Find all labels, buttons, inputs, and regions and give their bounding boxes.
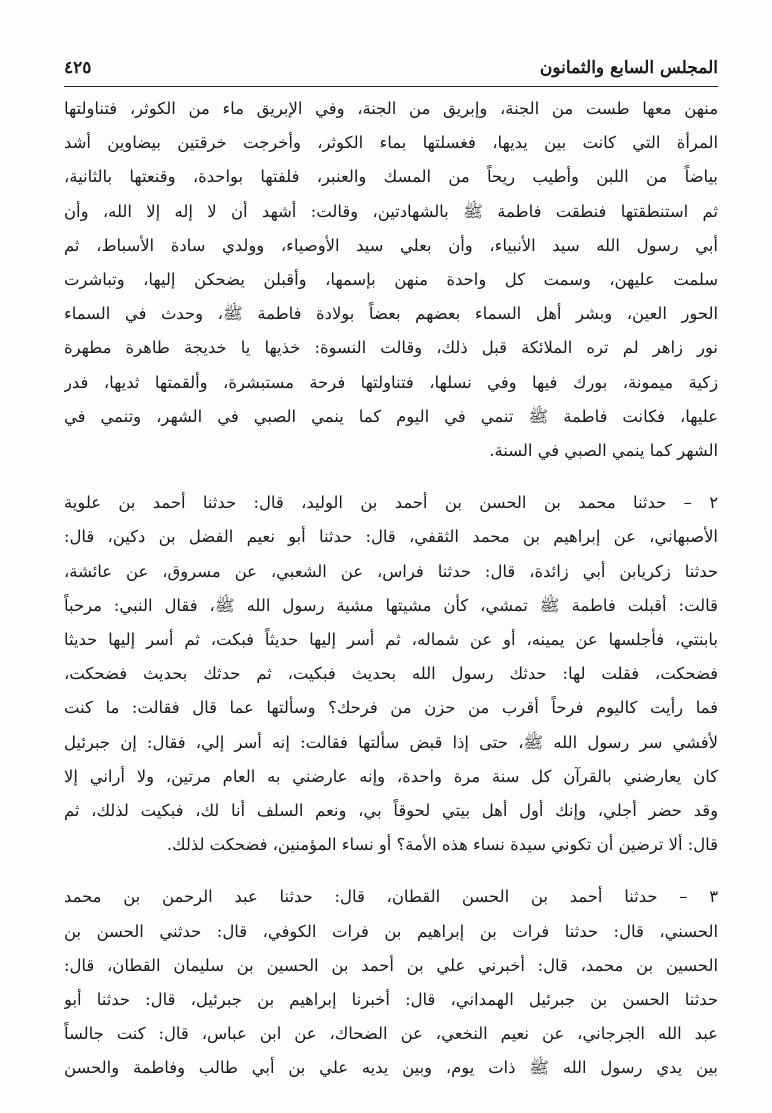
text-line: ثم استنطقتها فنطقت فاطمة ﷺ بالشهادتين، وقالت: أشهد أن لا إله إلا الله، وأن [64,201,718,221]
text-line: الأصبهاني، عن إبراهيم بن محمد الثقفي، قال: حدثنا أبو نعيم الفضل بن دكين، قال: [64,527,718,547]
text-line: ٣ – حدثنا أحمد بن الحسن القطان، قال: حدثنا عبد الرحمن بن محمد [64,887,718,907]
text-line: لأفشي سر رسول الله ﷺ، حتى إذا قبض سألتها فقالت: إنه أسر إلي، فقال: إن جبرئيل [64,732,718,752]
text-line: أبي رسول الله سيد الأنبياء، وأن بعلي سيد الأوصياء، وولدي سادة الأسباط، ثم [64,235,718,255]
paragraph-1 [64,92,718,468]
text-line: زكية ميمونة، بورك فيها وفي نسلها، فتناولتها فرحة مستبشرة، وألقمتها ثديها، فدر [64,372,718,392]
chapter-title: المجلس السابع والثمانون [539,58,718,78]
text-line: بابنتي، فأجلسها عن يمينه، أو عن شماله، ثم أسر إليها حديثاً فبكت، ثم أسر إليها حديثا [64,630,718,650]
text-line: نور زاهر لم تره الملائكة قبل ذلك، وقالت النسوة: خذيها يا خديجة طاهرة مطهرة [64,338,718,358]
text-line: حدثنا الحسن بن جبرئيل الهمداني، قال: أخبرنا إبراهيم بن جبرئيل، قال: حدثنا أبو [64,990,718,1010]
text-line: منهن معها طست من الجنة، وإبريق من الجنة، وفي الإبريق ماء من الكوثر، فتناولتها [64,99,718,118]
text-line: فما رأيت كاليوم فرحاً أقرب من حزن من فرحك؟ وسألتها عما قال فقالت: ما كنت [64,698,718,718]
paragraph-3 [64,880,718,1085]
text-line: كان يعارضني بالقرآن كل سنة مرة واحدة، وإنه عارضني به العام مرتين، ولا أراني إلا [64,766,718,786]
text-line: الحور العين، وبشر أهل السماء بعضهم بعضاً بولادة فاطمة ﷺ، وحدث في السماء [64,304,718,324]
text-line: قالت: أقبلت فاطمة ﷺ تمشي، كأن مشيتها مشية رسول الله ﷺ، فقال النبي: مرحباً [64,595,718,615]
body-text [64,92,718,1086]
page-number: ٤٢٥ [64,58,92,78]
text-line: الحسني، قال: حدثنا فرات بن إبراهيم بن فرات الكوفي، قال: حدثني الحسن بن [64,921,718,941]
running-head [64,52,718,86]
text-line: بين يدي رسول الله ﷺ ذات يوم، وبين يديه علي بن أبي طالب وفاطمة والحسن [64,1058,718,1078]
text-line: المرأة التي كانت بين يديها، فغسلتها بماء الكوثر، وأخرجت خرقتين بيضاوين أشد [64,133,718,153]
text-line: الشهر كما ينمي الصبي في السنة. [489,441,718,461]
text-line: حدثنا زكريابن أبي زائدة، قال: حدثنا فراس، عن الشعبي، عن مسروق، عن عائشة، [64,561,718,581]
text-line: قال: ألا ترضين أن تكوني سيدة نساء هذه الأمة؟ أو نساء المؤمنين، فضحكت لذلك. [166,835,718,855]
text-line: عليها، فكانت فاطمة ﷺ تنمي في اليوم كما ينمي الصبي في الشهر، وتنمي في [64,406,718,426]
text-line: وقد حضر أجلي، وإنك أول أهل بيتي لحوقاً بي، ونعم السلف أنا لك، فبكيت لذلك، ثم [64,801,718,821]
text-line: عبد الله الجرجاني، عن نعيم النخعي، عن الضحاك، عن ابن عباس، قال: كنت جالساً [64,1024,718,1044]
text-line: ٢ – حدثنا محمد بن الحسن بن أحمد بن الوليد، قال: حدثنا أحمد بن علوية [64,493,718,513]
header-rule [64,86,718,87]
text-line: فضحكت، فقلت لها: حدثك رسول الله بحديث فبكيت، ثم حدثك بحديث فضحكت، [64,664,718,684]
text-line: الحسين بن محمد، قال: أخبرني علي بن أحمد بن الحسين بن سليمان القطان، قال: [64,955,718,975]
text-line: سلمت عليهن، وسمت كل واحدة منهن بإسمها، وأقبلن يضحكن إليها، وتباشرت [64,270,718,290]
text-line: بياضاً من اللبن وأطيب ريحاً من المسك والعنبر، فلفتها بواحدة، وقنعتها بالثانية، [64,167,718,187]
paragraph-2 [64,486,718,862]
